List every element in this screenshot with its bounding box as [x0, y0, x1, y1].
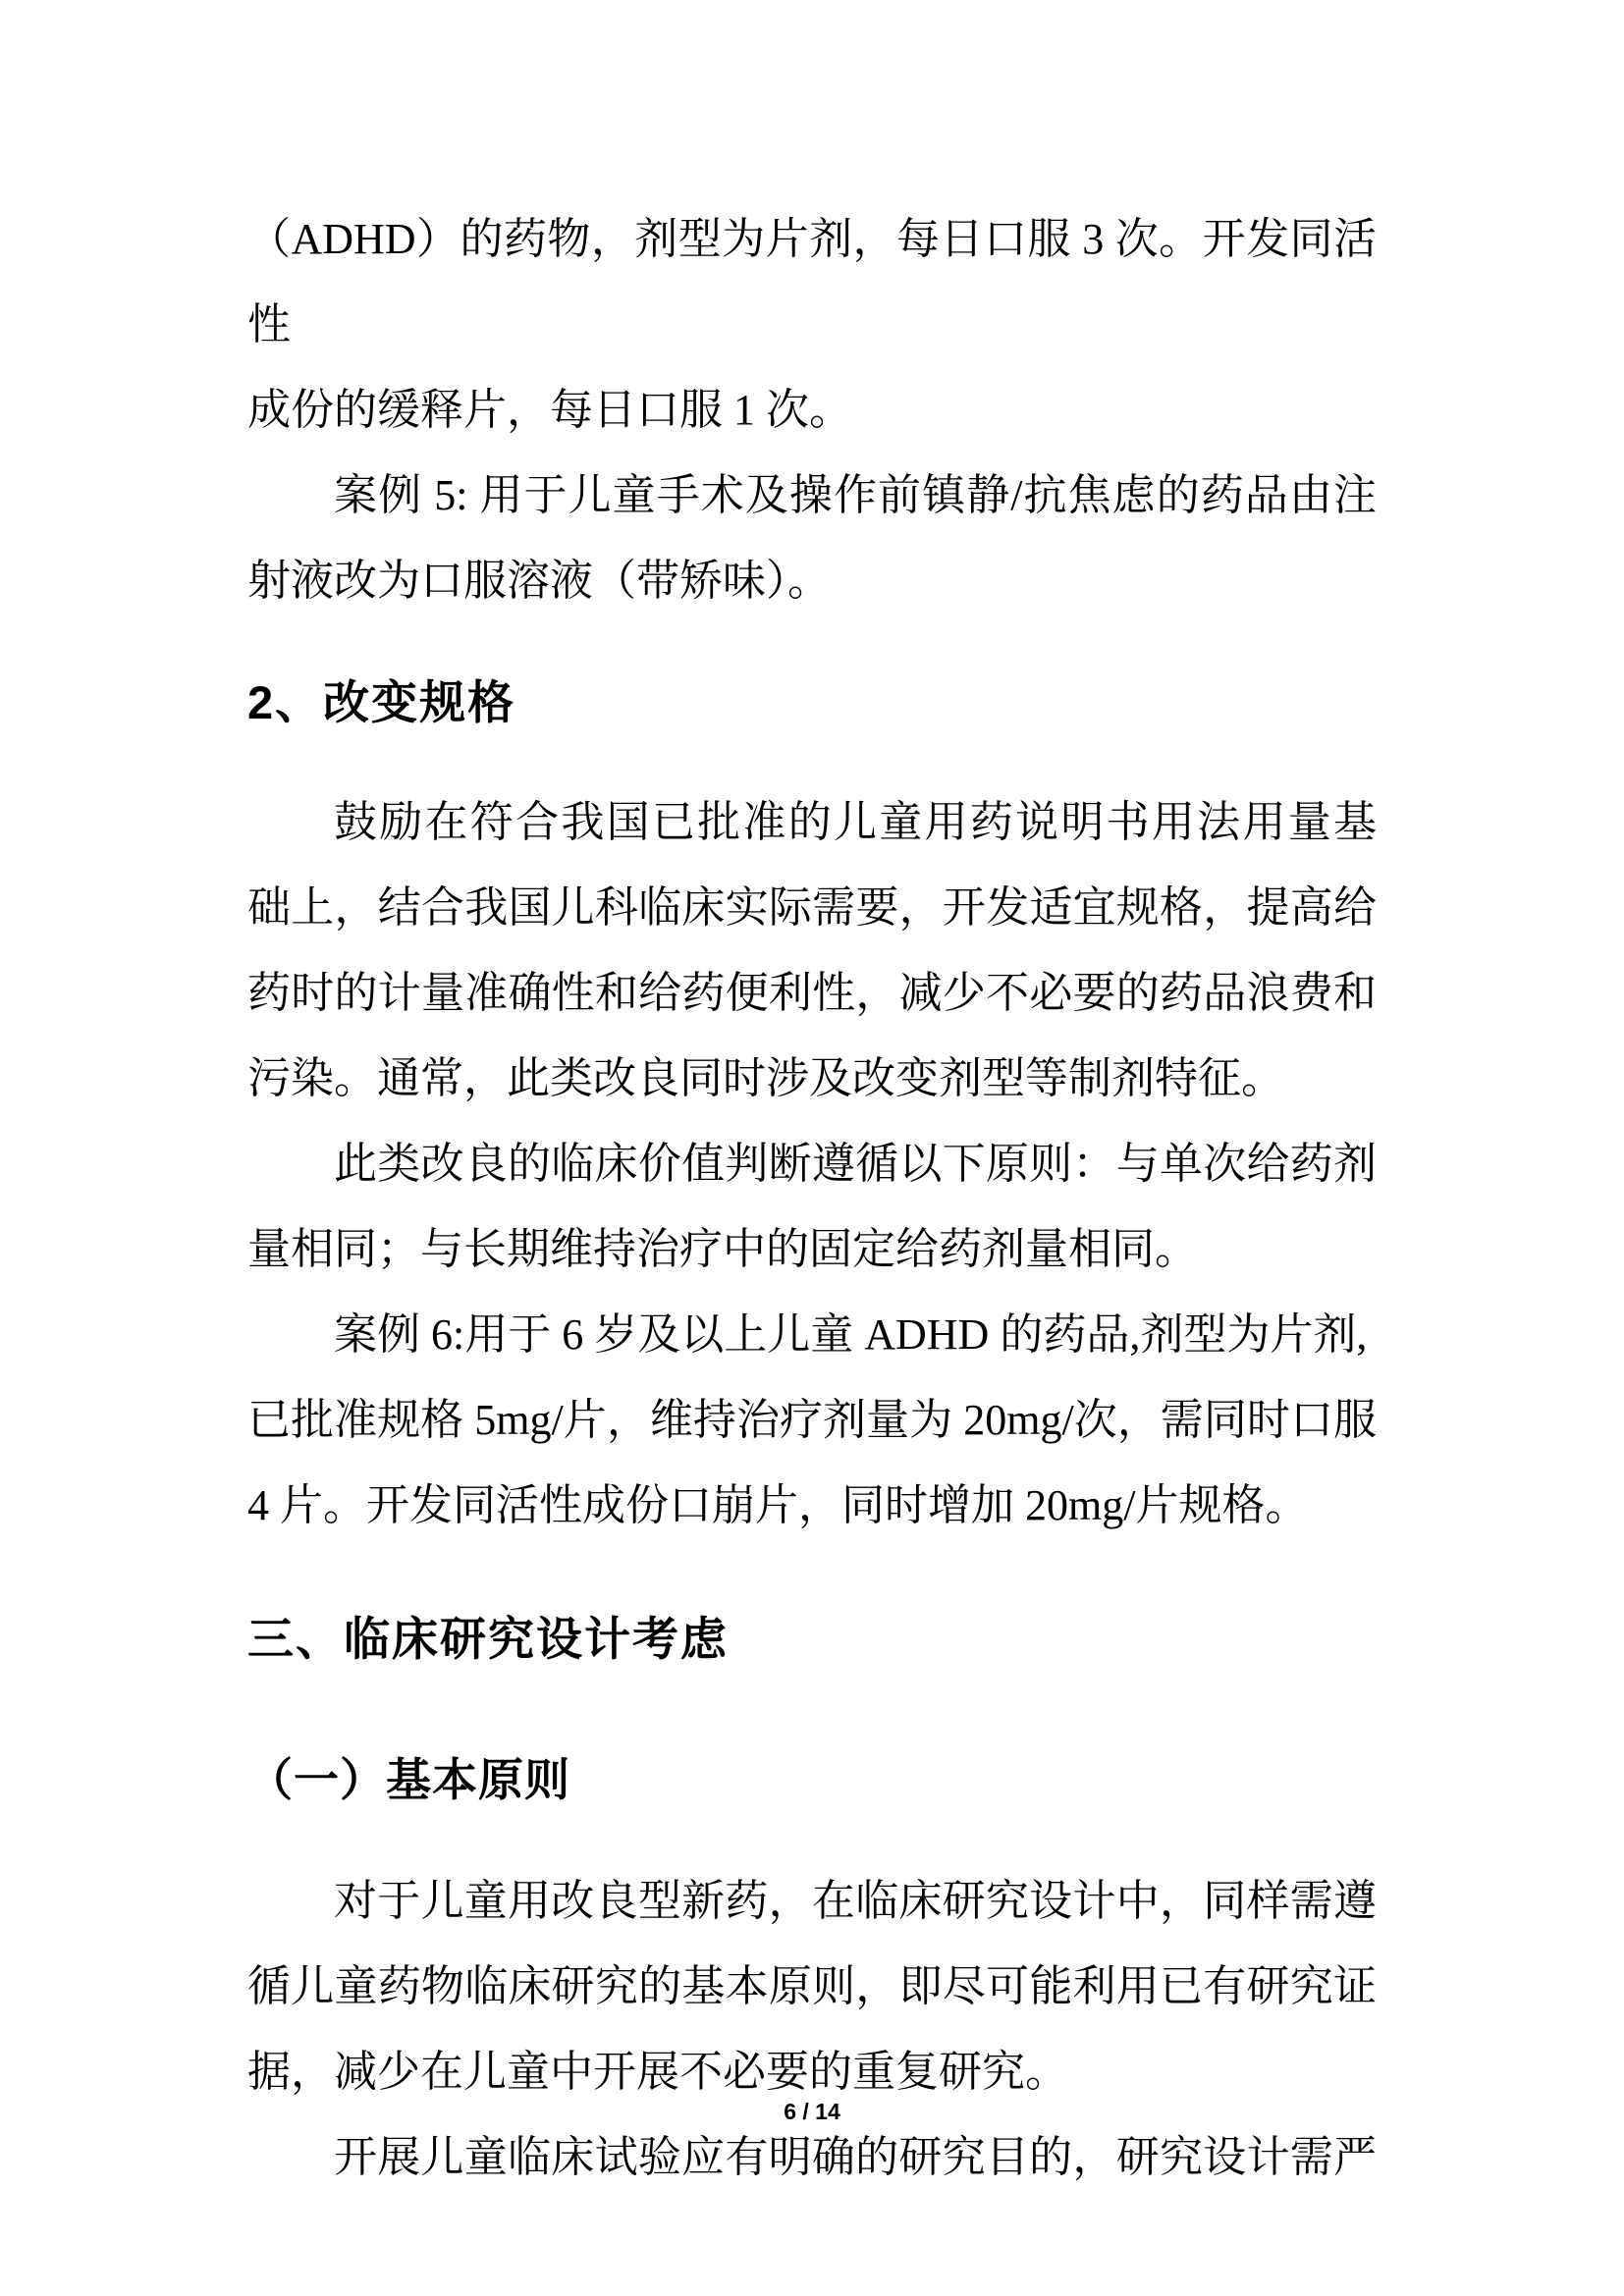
body-line: 药时的计量准确性和给药便利性，减少不必要的药品浪费和	[247, 969, 1377, 1017]
body-line: 鼓励在符合我国已批准的儿童用药说明书用法用量基	[334, 798, 1377, 846]
heading-change-specification: 2、改变规格	[247, 676, 516, 728]
body-line: 4 片。开发同活性成份口崩片，同时增加 20mg/片规格。	[247, 1481, 1309, 1529]
body-line: 已批准规格 5mg/片，维持治疗剂量为 20mg/次，需同时口服	[247, 1396, 1377, 1444]
body-line: 此类改良的临床价值判断遵循以下原则：与单次给药剂	[334, 1140, 1377, 1188]
body-line: （ADHD）的药物，剂型为片剂，每日口服 3 次。开发同活性	[247, 215, 1377, 348]
page-footer	[0, 2097, 1624, 2126]
body-line: 循儿童药物临床研究的基本原则，即尽可能利用已有研究证	[247, 1962, 1377, 2010]
body-line: 量相同；与长期维持治疗中的固定给药剂量相同。	[247, 1225, 1198, 1273]
heading-clinical-study-design: 三、临床研究设计考虑	[247, 1613, 729, 1665]
body-line: 案例 6:用于 6 岁及以上儿童 ADHD 的药品,剂型为片剂,	[334, 1310, 1368, 1359]
body-line: 对于儿童用改良型新药，在临床研究设计中，同样需遵	[334, 1877, 1377, 1925]
page-number: 6 / 14	[784, 2099, 840, 2124]
document-body	[247, 196, 1377, 2200]
body-line: 成份的缓释片，每日口服 1 次。	[247, 386, 852, 434]
body-line: 污染。通常，此类改良同时涉及改变剂型等制剂特征。	[247, 1054, 1284, 1102]
body-line: 开展儿童临床试验应有明确的研究目的，研究设计需严	[334, 2133, 1377, 2181]
body-line: 据，减少在儿童中开展不必要的重复研究。	[247, 2048, 1068, 2096]
heading-basic-principles: （一）基本原则	[247, 1754, 570, 1805]
body-line: 础上，结合我国儿科临床实际需要，开发适宜规格，提高给	[247, 883, 1377, 932]
body-line: 案例 5: 用于儿童手术及操作前镇静/抗焦虑的药品由注	[334, 471, 1377, 519]
body-line: 射液改为口服溶液（带矫味）。	[247, 557, 831, 605]
